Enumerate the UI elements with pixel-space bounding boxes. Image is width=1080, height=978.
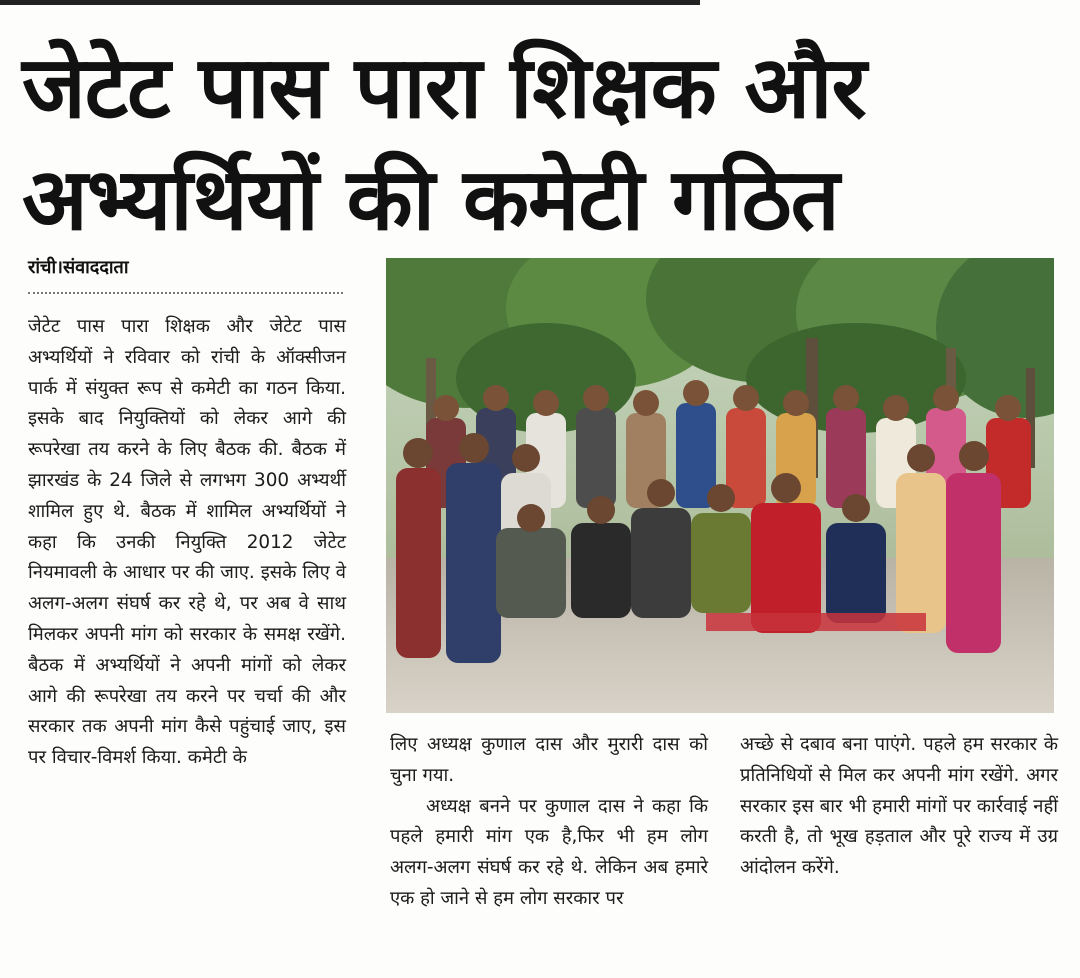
group-photo (386, 258, 1054, 713)
column-2-paragraph-1: लिए अध्यक्ष कुणाल दास और मुरारी दास को चुना गया. (390, 734, 708, 786)
dateline: रांची।संवाददाता (28, 257, 129, 278)
article-column-2 (390, 730, 708, 915)
column-2-paragraph-2: अध्यक्ष बनने पर कुणाल दास ने कहा कि पहले हमारी मांग एक है,फिर भी हम लोग अलग-अलग संघर्ष कर रहे थे. लेकिन अब हमारे एक हो जाने से हम लोग सरकार पर (390, 795, 708, 909)
article-column-1 (28, 312, 346, 774)
top-rule (0, 0, 700, 5)
column-3-text: अच्छे से दबाव बना पाएंगे. पहले हम सरकार के प्रतिनिधियों से मिल कर अपनी मांग रखेंगे. अगर सरकार इस बार भी हमारी मांगों पर कार्रवाई नहीं करती है, तो भूख हड़ताल और पूरे राज्य में उग्र आंदोलन करेंगे. (740, 734, 1058, 879)
column-1-text: जेटेट पास पारा शिक्षक और जेटेट पास अभ्यर्थियों ने रविवार को रांची के ऑक्सीजन पार्क में संयुक्त रूप से कमेटी का गठन किया. इसके बाद नियुक्तियों को लेकर आगे की रूपरेखा तय करने के लिए बैठक की. बैठक में झारखंड के 24 जिले से लगभग 300 अभ्यर्थी शामिल हुए थे. बैठक में शामिल अभ्यर्थियों ने कहा कि उनकी नियुक्ति 2012 जेटेट नियमावली के आधार पर की जाए. इसके लिए वे अलग-अलग संघर्ष कर रहे थे, पर अब वे साथ मिलकर अपनी मांग को सरकार के समक्ष रखेंगे. बैठक में अभ्यर्थियों ने अपनी मांगों को लेकर आगे की रूपरेखा तय करने पर चर्चा की और सरकार तक अपनी मांग कैसे पहुंचाई जाए, इस पर विचार-विमर्श किया. कमेटी के (28, 316, 346, 769)
dotted-divider (28, 292, 343, 294)
article-column-3 (740, 730, 1058, 884)
headline: जेटेट पास पारा शिक्षक और अभ्यर्थियों की कमेटी गठित (22, 38, 866, 250)
